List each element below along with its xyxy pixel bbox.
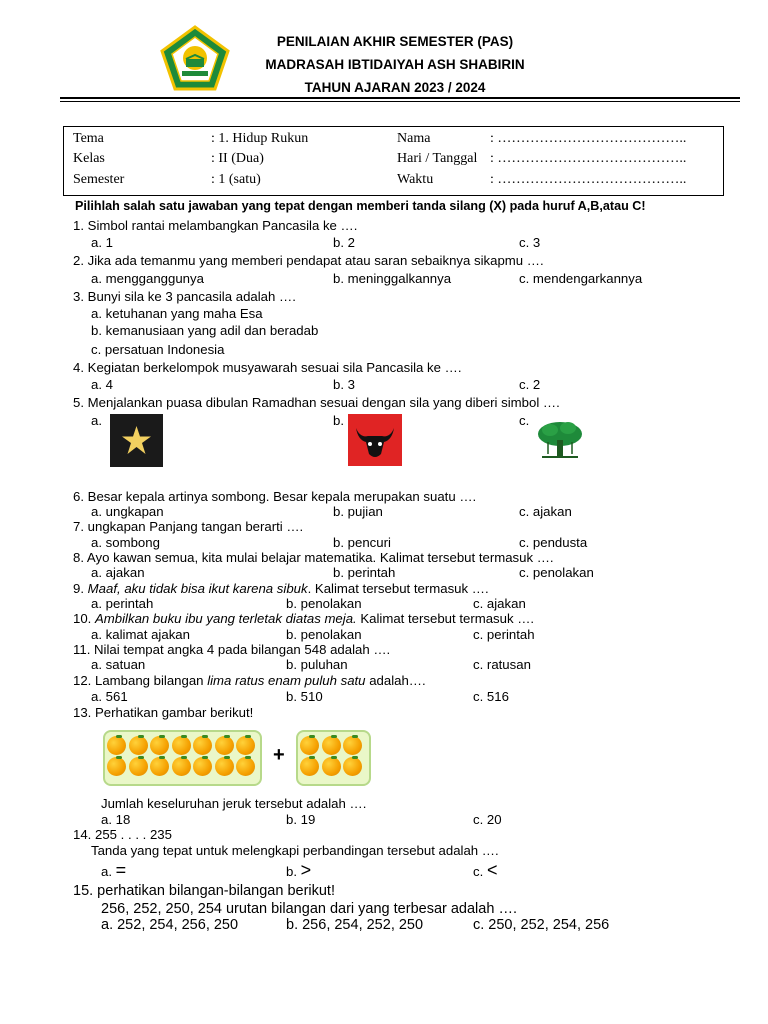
q5-option-a[interactable]: a. [91,413,102,428]
question-3: 3. Bunyi sila ke 3 pancasila adalah …. [73,289,296,304]
question-8: 8. Ayo kawan semua, kita mulai belajar matematika. Kalimat tersebut termasuk …. [73,550,554,565]
orange-fruit-icon [215,736,234,755]
orange-fruit-icon [172,736,191,755]
orange-fruit-icon [172,757,191,776]
orange-fruit-icon [193,757,212,776]
orange-fruit-icon [300,736,319,755]
orange-fruit-icon [107,736,126,755]
q4-option-a[interactable]: a. 4 [91,377,113,392]
orange-leaf-icon [202,735,208,738]
orange-fruit-icon [300,757,319,776]
q3-option-a[interactable]: a. ketuhanan yang maha Esa [91,306,263,321]
header-school: MADRASAH IBTIDAIYAH ASH SHABIRIN [265,57,525,72]
q7-option-b[interactable]: b. pencuri [333,535,391,550]
q13-prompt: Jumlah keseluruhan jeruk tersebut adalah …. [101,796,367,811]
q9-option-c[interactable]: c. ajakan [473,596,526,611]
orange-fruit-icon [215,757,234,776]
question-15: 15. perhatikan bilangan-bilangan berikut! [73,883,335,899]
q14-option-b[interactable]: b. > [286,860,312,880]
q7-option-a[interactable]: a. sombong [91,535,160,550]
q1-option-c[interactable]: c. 3 [519,235,541,250]
star-icon[interactable] [110,414,163,467]
q3-option-b[interactable]: b. kemanusiaan yang adil dan beradab [91,323,319,338]
orange-leaf-icon [181,735,187,738]
question-1: 1. Simbol rantai melambangkan Pancasila ke …. [73,218,358,233]
orange-fruit-icon [193,736,212,755]
question-4: 4. Kegiatan berkelompok musyawarah sesuai sila Pancasila ke …. [73,360,462,375]
orange-fruit-icon [236,757,255,776]
q9-option-a[interactable]: a. perintah [91,596,154,611]
label-kelas: Kelas [73,151,105,166]
orange-fruit-icon [150,736,169,755]
q15-option-b[interactable]: b. 256, 254, 252, 250 [286,917,424,933]
header-rule-thick [60,97,740,99]
orange-leaf-icon [116,735,122,738]
q14-prompt: Tanda yang tepat untuk melengkapi perbandingan tersebut adalah …. [91,843,499,858]
q10-option-a[interactable]: a. kalimat ajakan [91,627,190,642]
q13-option-a[interactable]: a. 18 [101,812,131,827]
orange-leaf-icon [159,735,165,738]
header-rule-thin [60,101,740,102]
orange-leaf-icon [245,735,251,738]
orange-leaf-icon [352,735,358,738]
q2-option-b[interactable]: b. meninggalkannya [333,271,452,286]
question-9: 9. Maaf, aku tidak bisa ikut karena sibuk. Kalimat tersebut termasuk …. [73,581,489,596]
instruction: Pilihlah salah satu jawaban yang tepat dengan memberi tanda silang (X) pada huruf A,B,atau C! [75,199,646,213]
q13-option-c[interactable]: c. 20 [473,812,502,827]
orange-fruit-icon [236,736,255,755]
q9-option-b[interactable]: b. penolakan [286,596,362,611]
label-waktu: Waktu [397,172,434,187]
q1-option-b[interactable]: b. 2 [333,235,355,250]
q11-option-b[interactable]: b. puluhan [286,657,348,672]
plus-sign: + [273,744,285,766]
orange-leaf-icon [331,735,337,738]
question-6: 6. Besar kepala artinya sombong. Besar kepala merupakan suatu …. [73,489,477,504]
q12-option-c[interactable]: c. 516 [473,689,509,704]
orange-fruit-icon [150,757,169,776]
orange-leaf-icon [116,756,122,759]
bull-head-icon[interactable] [348,414,402,466]
orange-leaf-icon [309,735,315,738]
q14-option-a[interactable]: a. = [101,860,127,880]
orange-leaf-icon [224,735,230,738]
question-11: 11. Nilai tempat angka 4 pada bilangan 548 adalah …. [73,642,391,657]
orange-leaf-icon [352,756,358,759]
value-nama[interactable]: : ………………………………….. [490,131,687,146]
q8-option-b[interactable]: b. perintah [333,565,396,580]
q4-option-c[interactable]: c. 2 [519,377,541,392]
orange-leaf-icon [245,756,251,759]
value-waktu[interactable]: : ………………………………….. [490,172,687,187]
orange-fruit-icon [322,736,341,755]
q11-option-a[interactable]: a. satuan [91,657,146,672]
orange-leaf-icon [159,756,165,759]
orange-leaf-icon [202,756,208,759]
q4-option-b[interactable]: b. 3 [333,377,355,392]
label-nama: Nama [397,131,431,146]
question-7: 7. ungkapan Panjang tangan berarti …. [73,519,304,534]
value-tema: : 1. Hidup Rukun [211,131,309,146]
value-kelas: : II (Dua) [211,151,264,166]
q11-option-c[interactable]: c. ratusan [473,657,531,672]
orange-leaf-icon [331,756,337,759]
value-semester: : 1 (satu) [211,172,261,187]
q6-option-c[interactable]: c. ajakan [519,504,572,519]
orange-fruit-icon [343,757,362,776]
orange-fruit-icon [343,736,362,755]
value-hari-tanggal[interactable]: : ………………………………….. [490,151,687,166]
q7-option-c[interactable]: c. pendusta [519,535,588,550]
q6-option-a[interactable]: a. ungkapan [91,504,164,519]
q8-option-a[interactable]: a. ajakan [91,565,145,580]
header-year: TAHUN AJARAN 2023 / 2024 [304,80,486,95]
label-semester: Semester [73,172,125,187]
q15-prompt: 256, 252, 250, 254 urutan bilangan dari yang terbesar adalah …. [101,901,517,917]
q3-option-c[interactable]: c. persatuan Indonesia [91,342,225,357]
question-13: 13. Perhatikan gambar berikut! [73,705,254,720]
orange-leaf-icon [309,756,315,759]
q8-option-c[interactable]: c. penolakan [519,565,594,580]
q1-option-a[interactable]: a. 1 [91,235,113,250]
banyan-tree-icon[interactable] [534,414,586,466]
q12-option-a[interactable]: a. 561 [91,689,128,704]
question-5: 5. Menjalankan puasa dibulan Ramadhan sesuai dengan sila yang diberi simbol …. [73,395,560,410]
q15-option-a[interactable]: a. 252, 254, 256, 250 [101,917,239,933]
q10-option-c[interactable]: c. perintah [473,627,535,642]
question-12: 12. Lambang bilangan lima ratus enam puluh satu adalah…. [73,673,426,688]
q14-option-c[interactable]: c. < [473,860,498,880]
question-10: 10. Ambilkan buku ibu yang terletak diatas meja. Kalimat tersebut termasuk …. [73,611,535,626]
label-tema: Tema [73,131,104,146]
q5-option-c[interactable]: c. [519,413,530,428]
orange-leaf-icon [224,756,230,759]
orange-fruit-icon [322,757,341,776]
q15-option-c[interactable]: c. 250, 252, 254, 256 [473,917,610,933]
orange-fruit-icon [129,757,148,776]
orange-fruit-icon [107,757,126,776]
q13-option-b[interactable]: b. 19 [286,812,316,827]
q5-option-b[interactable]: b. [333,413,344,428]
orange-fruit-icon [129,736,148,755]
q6-option-b[interactable]: b. pujian [333,504,383,519]
q10-option-b[interactable]: b. penolakan [286,627,362,642]
label-hari-tanggal: Hari / Tanggal [397,151,478,166]
question-2: 2. Jika ada temanmu yang memberi pendapat atau saran sebaiknya sikapmu …. [73,253,544,268]
q2-option-c[interactable]: c. mendengarkannya [519,271,643,286]
header-title: PENILAIAN AKHIR SEMESTER (PAS) [276,34,514,49]
orange-leaf-icon [181,756,187,759]
orange-leaf-icon [138,735,144,738]
q2-option-a[interactable]: a. mengganggunya [91,271,204,286]
question-14: 14. 255 . . . . 235 [73,827,172,842]
orange-leaf-icon [138,756,144,759]
q12-option-b[interactable]: b. 510 [286,689,323,704]
